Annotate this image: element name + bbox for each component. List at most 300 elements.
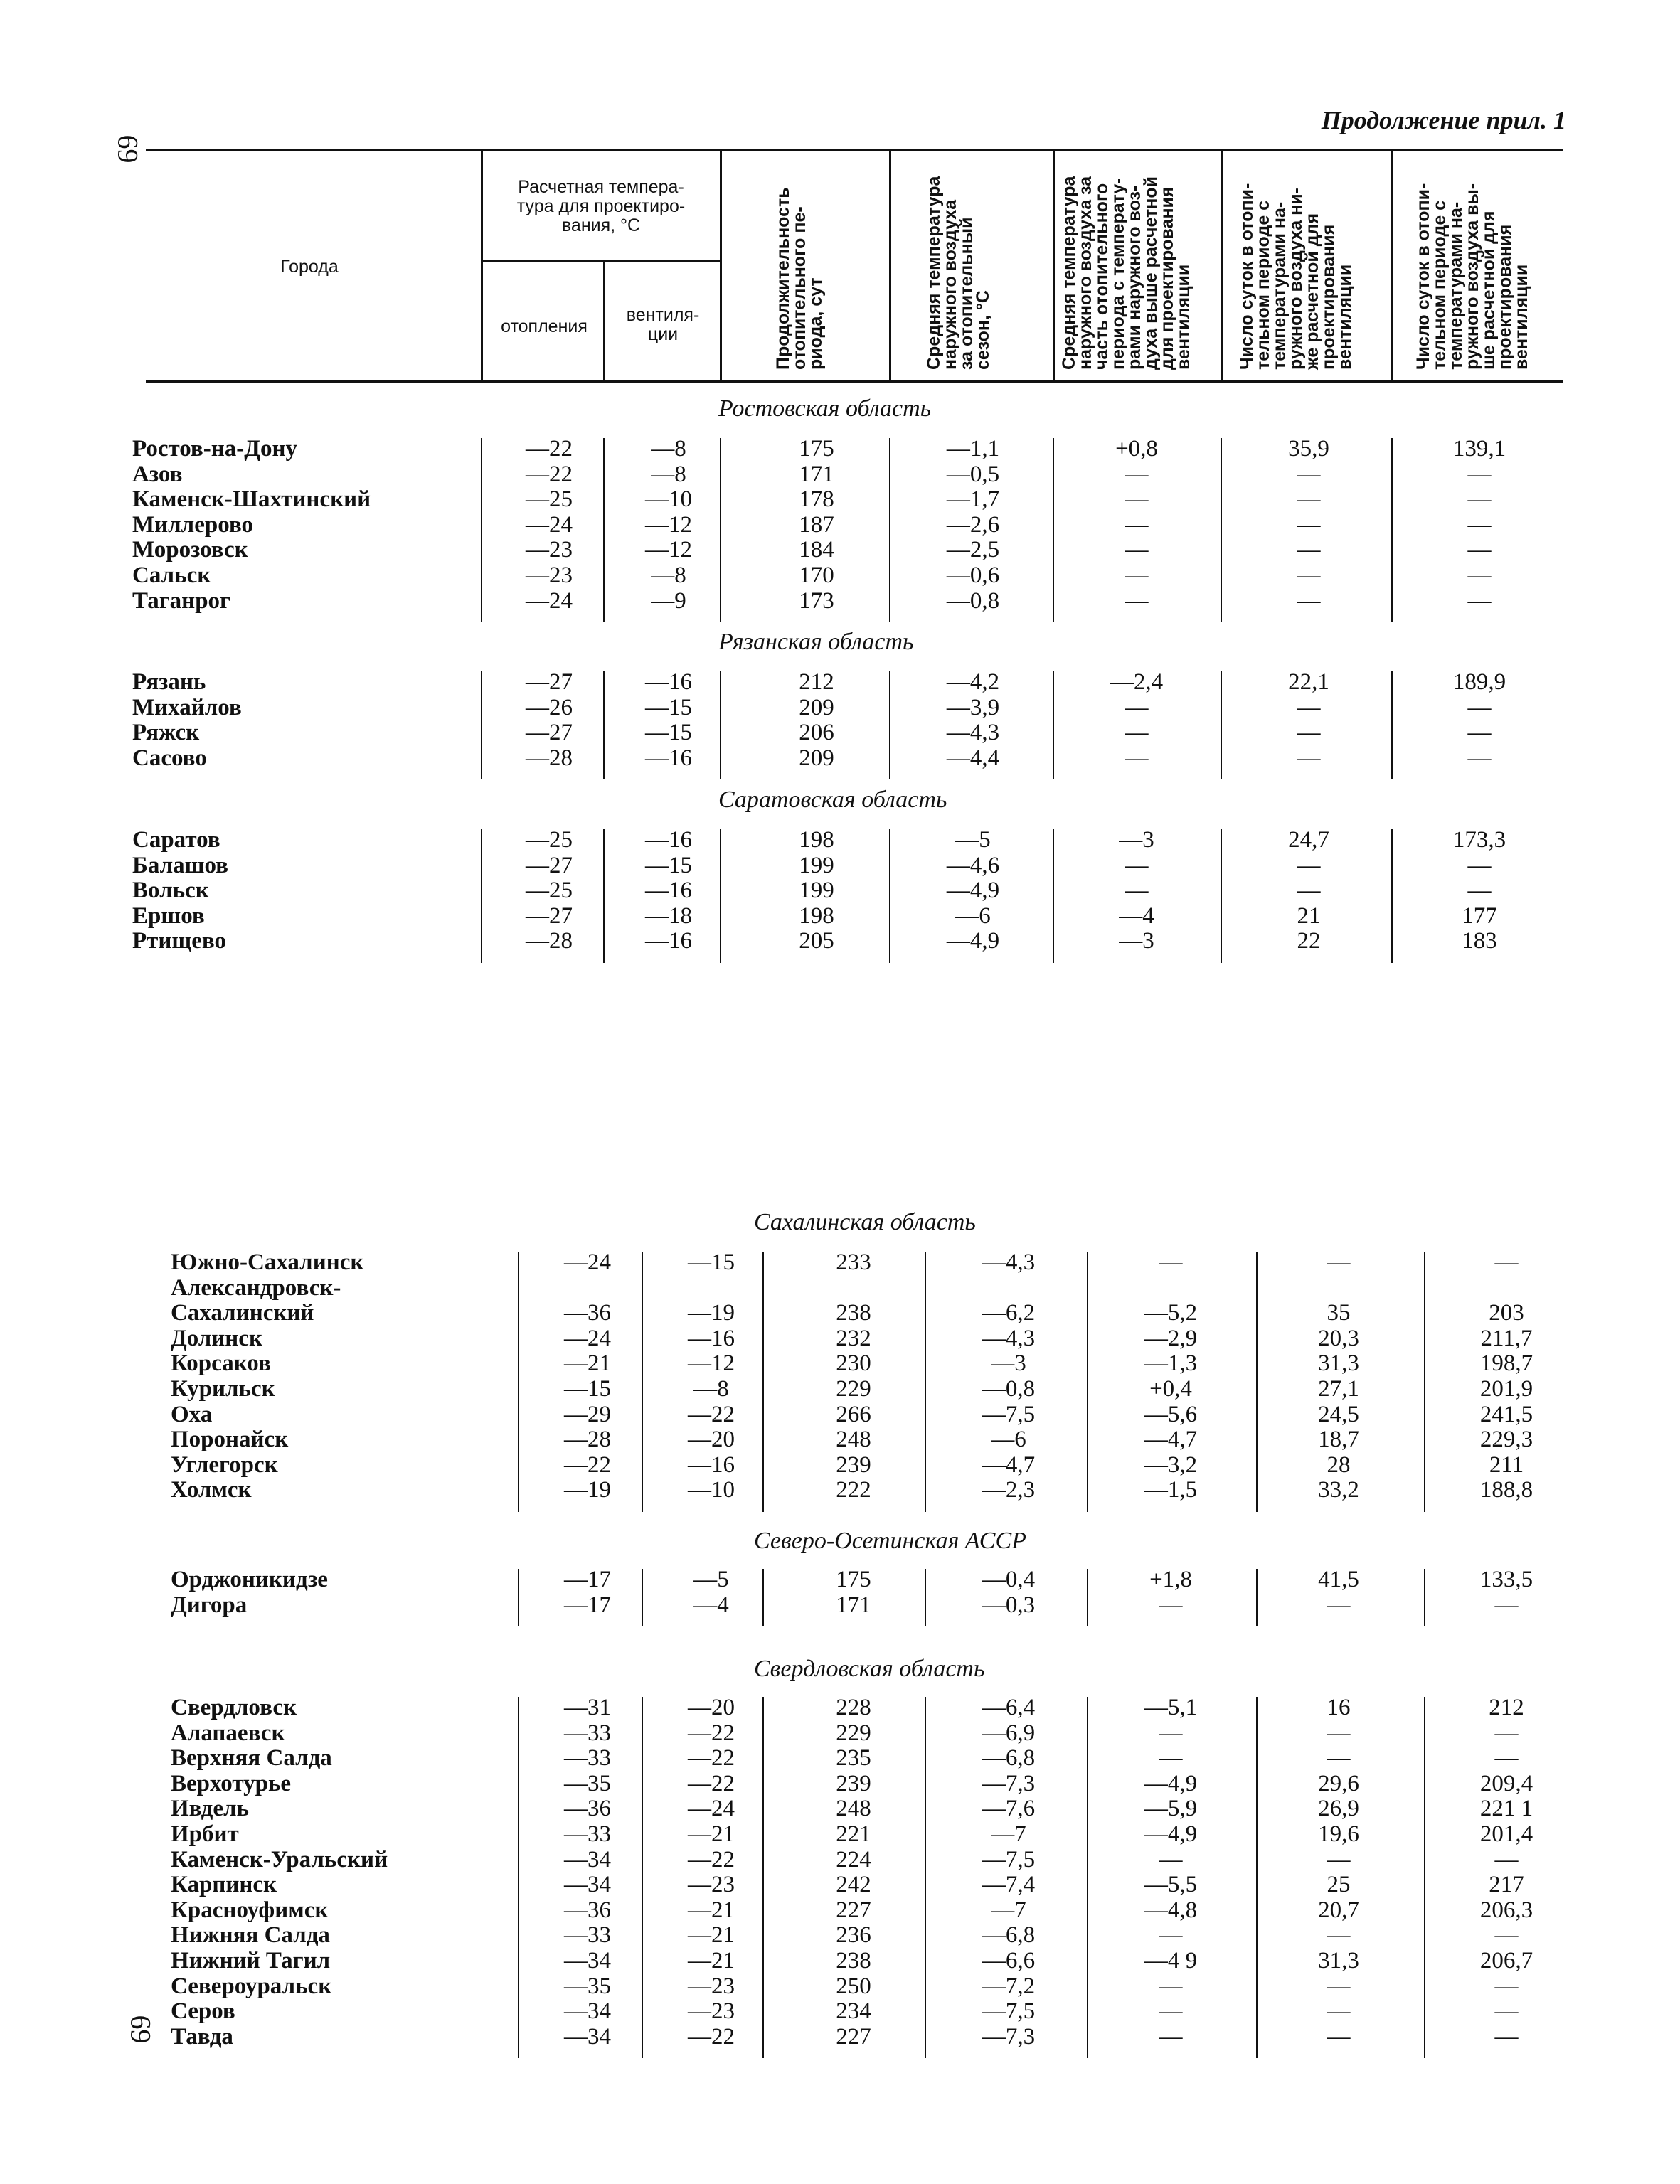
city-name: Карпинск [171, 1872, 277, 1898]
table-cell: —4,3 [982, 1325, 1036, 1351]
city-name: Поронайск [171, 1427, 289, 1453]
table-cell: 139,1 [1452, 436, 1506, 462]
section-title: Ростовская область [718, 395, 932, 422]
table-cell: —7,6 [982, 1796, 1036, 1822]
table-cell: 234 [836, 1998, 871, 2025]
table-cell: — [1494, 2023, 1519, 2050]
table-cell: 175 [799, 436, 834, 462]
table-cell: —25 [526, 486, 573, 513]
table-cell: —4,9 [946, 928, 1000, 954]
table-cell: —21 [688, 1922, 735, 1949]
table-cell: 31,3 [1318, 1948, 1359, 1973]
table-cell: —23 [526, 537, 573, 563]
table-cell: —6,2 [982, 1300, 1036, 1326]
header-top-rule [146, 149, 1563, 151]
column-divider [889, 829, 890, 963]
city-name: Александровск- [171, 1274, 341, 1301]
section-title: Рязанская область [718, 629, 914, 655]
table-cell: —22 [688, 1770, 735, 1796]
table-cell: — [1297, 537, 1321, 563]
table-cell: —21 [688, 1948, 735, 1973]
table-cell: — [1125, 537, 1149, 563]
table-cell: 230 [836, 1351, 871, 1377]
table-cell: —1,5 [1144, 1477, 1198, 1503]
table-cell: —6 [991, 1427, 1026, 1453]
column-divider [889, 671, 890, 779]
table-cell: — [1125, 461, 1149, 487]
header-ventilation: вентиля- ции [626, 305, 700, 344]
table-cell: 16 [1327, 1695, 1351, 1720]
table-cell: —28 [564, 1427, 611, 1453]
table-cell: 198 [799, 902, 834, 929]
table-cell: — [1467, 852, 1492, 878]
table-cell: 232 [836, 1325, 871, 1351]
section-title: Саратовская область [718, 787, 947, 813]
column-divider [1256, 1697, 1258, 2058]
table-cell: — [1159, 1998, 1183, 2025]
table-cell: 188,8 [1479, 1477, 1533, 1503]
city-name: Балашов [132, 852, 228, 878]
column-divider [1053, 438, 1054, 622]
table-cell: —36 [564, 1897, 611, 1923]
header-days-above: Число суток в отопи- тельном периоде с температурами на- ружного воздуха вы- ше расчетной для проектирования вентиляции [1413, 183, 1531, 370]
table-cell: 20,3 [1318, 1325, 1359, 1351]
table-cell: 227 [836, 2023, 871, 2050]
table-cell: 221 [836, 1821, 871, 1847]
header-bottom-rule [146, 380, 1563, 383]
city-name: Холмск [171, 1477, 252, 1503]
city-name: Углегорск [171, 1451, 278, 1478]
table-cell: —19 [564, 1477, 611, 1503]
header-col-divider [1391, 151, 1393, 380]
table-cell: —27 [526, 720, 573, 746]
table-cell: —10 [688, 1477, 735, 1503]
table-cell: 189,9 [1452, 669, 1506, 695]
table-cell: — [1467, 745, 1492, 771]
column-divider [1053, 829, 1054, 963]
city-name: Курильск [171, 1376, 275, 1402]
city-name: Ирбит [171, 1821, 239, 1847]
table-cell: —6,4 [982, 1695, 1036, 1720]
table-cell: —22 [688, 1720, 735, 1746]
table-cell: —22 [688, 2023, 735, 2050]
table-cell: — [1297, 878, 1321, 904]
table-cell: 33,2 [1318, 1477, 1359, 1503]
table-cell: 171 [799, 461, 834, 487]
table-cell: — [1125, 720, 1149, 746]
table-cell: 22,1 [1288, 669, 1329, 695]
table-cell: —0,6 [946, 563, 1000, 588]
table-cell: —5,9 [1144, 1796, 1198, 1822]
table-cell: 203 [1489, 1300, 1524, 1326]
table-cell: —25 [526, 878, 573, 904]
table-cell: 239 [836, 1451, 871, 1478]
table-cell: —34 [564, 1872, 611, 1898]
table-cell: —2,3 [982, 1477, 1036, 1503]
table-cell: 198,7 [1479, 1351, 1533, 1377]
table-cell: — [1494, 1973, 1519, 1999]
table-cell: — [1494, 1592, 1519, 1618]
table-cell: —5,2 [1144, 1300, 1198, 1326]
table-cell: 29,6 [1318, 1770, 1359, 1796]
header-heating: отопления [501, 316, 588, 336]
table-cell: 199 [799, 852, 834, 878]
table-cell: — [1327, 1998, 1351, 2025]
city-name: Сахалинский [171, 1300, 314, 1326]
table-cell: —23 [526, 563, 573, 588]
table-cell: —34 [564, 1998, 611, 2025]
table-cell: —6,8 [982, 1745, 1036, 1772]
table-cell: —3,9 [946, 694, 1000, 720]
table-cell: 248 [836, 1796, 871, 1822]
table-cell: —4 [1119, 902, 1154, 929]
table-cell: — [1327, 2023, 1351, 2050]
table-cell: 198 [799, 827, 834, 853]
table-cell: —0,8 [982, 1376, 1036, 1402]
city-name: Орджоникидзе [171, 1567, 328, 1592]
table-cell: 31,3 [1318, 1351, 1359, 1377]
table-cell: —15 [564, 1376, 611, 1402]
table-cell: — [1125, 694, 1149, 720]
table-cell: — [1467, 563, 1492, 588]
city-name: Тавда [171, 2023, 233, 2050]
table-cell: 25 [1327, 1872, 1351, 1898]
table-cell: —8 [693, 1376, 729, 1402]
table-cell: —3 [991, 1351, 1026, 1377]
table-cell: —27 [526, 902, 573, 929]
table-cell: —1,3 [1144, 1351, 1198, 1377]
city-name: Южно-Сахалинск [171, 1250, 364, 1275]
table-cell: —35 [564, 1973, 611, 1999]
city-name: Свердловск [171, 1695, 297, 1720]
table-cell: 206,3 [1479, 1897, 1533, 1923]
table-cell: —4,6 [946, 852, 1000, 878]
table-cell: — [1327, 1745, 1351, 1772]
table-cell: —22 [688, 1846, 735, 1873]
table-cell: 221 1 [1479, 1796, 1533, 1822]
table-cell: —0,5 [946, 461, 1000, 487]
table-cell: —6,9 [982, 1720, 1036, 1746]
table-cell: —4,2 [946, 669, 1000, 695]
table-cell: —35 [564, 1770, 611, 1796]
header-duration: Продолжительность отопительного пе- риода, сут [773, 187, 826, 370]
table-cell: —0,8 [946, 587, 1000, 614]
table-cell: 206 [799, 720, 834, 746]
table-cell: —4,8 [1144, 1897, 1198, 1923]
table-cell: — [1327, 1973, 1351, 1999]
table-cell: 18,7 [1318, 1427, 1359, 1453]
table-cell: 266 [836, 1401, 871, 1427]
table-cell: 28 [1327, 1451, 1351, 1478]
table-cell: 177 [1462, 902, 1497, 929]
table-cell: 24,7 [1288, 827, 1329, 853]
table-cell: —25 [526, 827, 573, 853]
table-cell: —36 [564, 1300, 611, 1326]
table-cell: 175 [836, 1567, 871, 1592]
column-divider [1221, 438, 1222, 622]
table-cell: —12 [688, 1351, 735, 1377]
table-cell: —33 [564, 1745, 611, 1772]
table-cell: —23 [688, 1998, 735, 2025]
table-cell: — [1297, 720, 1321, 746]
column-divider [1087, 1569, 1088, 1626]
header-avg-temp-above: Средняя температура наружного воздуха за часть отопительного периода с температу- рами наружного воз- духа выше расчетной для проектирования вентиляции [1059, 176, 1193, 370]
table-cell: 133,5 [1479, 1567, 1533, 1592]
table-cell: —7,3 [982, 2023, 1036, 2050]
table-cell: —5,1 [1144, 1695, 1198, 1720]
table-cell: —5 [955, 827, 991, 853]
city-name: Азов [132, 461, 183, 487]
header-col-divider [603, 262, 605, 380]
table-cell: 27,1 [1318, 1376, 1359, 1402]
table-cell: — [1125, 486, 1149, 513]
table-cell: —7 [991, 1897, 1026, 1923]
city-name: Таганрог [132, 587, 231, 614]
table-cell: —21 [564, 1351, 611, 1377]
table-cell: 217 [1489, 1872, 1524, 1898]
table-cell: 24,5 [1318, 1401, 1359, 1427]
table-cell: 184 [799, 537, 834, 563]
column-divider [1424, 1697, 1425, 2058]
table-cell: 239 [836, 1770, 871, 1796]
table-cell: —2,6 [946, 511, 1000, 538]
table-cell: — [1327, 1592, 1351, 1618]
table-cell: —4 [693, 1592, 729, 1618]
table-cell: — [1494, 1250, 1519, 1275]
city-name: Дигора [171, 1592, 248, 1618]
table-cell: —7,3 [982, 1770, 1036, 1796]
table-cell: —23 [688, 1973, 735, 1999]
city-name: Каменск-Шахтинский [132, 486, 371, 513]
table-cell: —1,7 [946, 486, 1000, 513]
table-cell: — [1297, 461, 1321, 487]
page-number-top: 69 [112, 134, 144, 164]
table-cell: —7,5 [982, 1401, 1036, 1427]
table-cell: —1,1 [946, 436, 1000, 462]
city-name: Михайлов [132, 694, 242, 720]
city-name: Корсаков [171, 1351, 271, 1377]
column-divider [1087, 1697, 1088, 2058]
table-cell: 199 [799, 878, 834, 904]
table-cell: 211,7 [1480, 1325, 1533, 1351]
table-cell: — [1494, 1745, 1519, 1772]
table-cell: 170 [799, 563, 834, 588]
table-cell: —7,4 [982, 1872, 1036, 1898]
table-cell: — [1159, 1250, 1183, 1275]
table-cell: — [1467, 587, 1492, 614]
table-cell: —0,3 [982, 1592, 1036, 1618]
table-cell: — [1467, 461, 1492, 487]
city-name: Серов [171, 1998, 235, 2025]
table-cell: —3 [1119, 827, 1154, 853]
column-divider [925, 1697, 926, 2058]
table-cell: 238 [836, 1300, 871, 1326]
section-title: Северо-Осетинская АССР [754, 1528, 1026, 1554]
continuation-label: Продолжение прил. 1 [1321, 106, 1566, 134]
table-cell: — [1467, 511, 1492, 538]
table-cell: —10 [645, 486, 692, 513]
table-cell: —5,6 [1144, 1401, 1198, 1427]
column-divider [889, 438, 890, 622]
table-cell: 209 [799, 694, 834, 720]
table-cell: —6,6 [982, 1948, 1036, 1973]
table-cell: —4,9 [1144, 1821, 1198, 1847]
table-cell: —15 [688, 1250, 735, 1275]
city-name: Североуральск [171, 1973, 332, 1999]
header-col-divider [481, 151, 483, 380]
header-cities: Города [280, 257, 339, 277]
table-cell: 41,5 [1318, 1567, 1359, 1592]
table-cell: 171 [836, 1592, 871, 1618]
city-name: Долинск [171, 1325, 262, 1351]
table-cell: —36 [564, 1796, 611, 1822]
table-cell: —2,4 [1110, 669, 1164, 695]
table-cell: —24 [526, 511, 573, 538]
table-cell: —15 [645, 694, 692, 720]
table-cell: 209 [799, 745, 834, 771]
table-cell: —34 [564, 1846, 611, 1873]
table-cell: 212 [1489, 1695, 1524, 1720]
table-cell: —4,9 [1144, 1770, 1198, 1796]
table-cell: —22 [526, 461, 573, 487]
column-divider [1221, 671, 1222, 779]
column-divider [1256, 1569, 1258, 1626]
table-cell: 183 [1462, 928, 1497, 954]
table-cell: 229 [836, 1376, 871, 1402]
table-cell: — [1467, 486, 1492, 513]
table-cell: — [1297, 511, 1321, 538]
city-name: Красноуфимск [171, 1897, 329, 1923]
table-cell: —4,9 [946, 878, 1000, 904]
table-cell: —7 [991, 1821, 1026, 1847]
table-cell: —17 [564, 1567, 611, 1592]
table-cell: — [1327, 1720, 1351, 1746]
table-cell: — [1494, 1922, 1519, 1949]
table-cell: 227 [836, 1897, 871, 1923]
table-cell: — [1327, 1922, 1351, 1949]
table-cell: 173 [799, 587, 834, 614]
table-cell: 205 [799, 928, 834, 954]
table-cell: — [1125, 745, 1149, 771]
table-cell: —5 [693, 1567, 729, 1592]
table-cell: 229 [836, 1720, 871, 1746]
table-cell: 212 [799, 669, 834, 695]
header-col-divider [1221, 151, 1223, 380]
table-cell: — [1297, 852, 1321, 878]
column-divider [1391, 438, 1393, 622]
table-cell: —33 [564, 1821, 611, 1847]
table-cell: —16 [688, 1325, 735, 1351]
table-cell: —34 [564, 1948, 611, 1973]
table-cell: — [1467, 720, 1492, 746]
table-cell: 250 [836, 1973, 871, 1999]
table-cell: —16 [645, 928, 692, 954]
table-cell: 229,3 [1479, 1427, 1533, 1453]
table-cell: —4,7 [1144, 1427, 1198, 1453]
header-days-below: Число суток в отопи- тельном периоде с температурами на- ружного воздуха ни- же расчетной для проектирования вентиляции [1237, 183, 1355, 370]
table-cell: —15 [645, 720, 692, 746]
table-cell: —3,2 [1144, 1451, 1198, 1478]
table-cell: 238 [836, 1948, 871, 1973]
city-name: Миллерово [132, 511, 253, 538]
table-cell: —6 [955, 902, 991, 929]
table-cell: 206,7 [1479, 1948, 1533, 1973]
table-cell: —18 [645, 902, 692, 929]
table-cell: —27 [526, 669, 573, 695]
city-name: Нижняя Салда [171, 1922, 330, 1949]
table-cell: —34 [564, 2023, 611, 2050]
table-cell: — [1467, 537, 1492, 563]
table-cell: 201,4 [1479, 1821, 1533, 1847]
table-cell: — [1125, 563, 1149, 588]
table-cell: 224 [836, 1846, 871, 1873]
table-cell: — [1494, 1846, 1519, 1873]
column-divider [1221, 829, 1222, 963]
table-cell: 209,4 [1479, 1770, 1533, 1796]
table-cell: —12 [645, 511, 692, 538]
table-cell: —8 [651, 563, 686, 588]
table-cell: — [1327, 1846, 1351, 1873]
city-name: Оха [171, 1401, 213, 1427]
table-cell: —24 [564, 1250, 611, 1275]
table-cell: — [1159, 1973, 1183, 1999]
header-design-temp: Расчетная темпера- тура для проектиро- вания, °C [516, 177, 686, 235]
table-cell: +0,8 [1115, 436, 1158, 462]
table-cell: — [1297, 563, 1321, 588]
city-name: Верхотурье [171, 1770, 292, 1796]
table-cell: —22 [688, 1401, 735, 1427]
table-cell: — [1297, 587, 1321, 614]
table-cell: 35,9 [1288, 436, 1329, 462]
table-cell: — [1125, 852, 1149, 878]
city-name: Саратов [132, 827, 220, 853]
table-cell: 22 [1297, 928, 1321, 954]
table-cell: —20 [688, 1695, 735, 1720]
column-divider [1424, 1252, 1425, 1512]
city-name: Нижний Тагил [171, 1948, 331, 1973]
header-subrule [482, 260, 720, 262]
table-cell: —24 [526, 587, 573, 614]
table-cell: —7,2 [982, 1973, 1036, 1999]
table-cell: —0,4 [982, 1567, 1036, 1592]
city-name: Сасово [132, 745, 207, 771]
table-cell: — [1125, 878, 1149, 904]
city-name: Ростов-на-Дону [132, 436, 297, 462]
table-cell: —4 9 [1144, 1948, 1198, 1973]
table-cell: 233 [836, 1250, 871, 1275]
column-divider [1424, 1569, 1425, 1626]
table-cell: —22 [688, 1745, 735, 1772]
table-cell: 26,9 [1318, 1796, 1359, 1822]
table-cell: —28 [526, 745, 573, 771]
table-cell: —16 [645, 745, 692, 771]
header-col-divider [1053, 151, 1055, 380]
table-cell: 235 [836, 1745, 871, 1772]
city-name: Морозовск [132, 537, 248, 563]
table-cell: —24 [688, 1796, 735, 1822]
header-col-divider [720, 151, 722, 380]
table-cell: 201,9 [1479, 1376, 1533, 1402]
city-name: Ряжск [132, 720, 200, 746]
table-cell: — [1159, 2023, 1183, 2050]
city-name: Сальск [132, 563, 211, 588]
table-cell: —15 [645, 852, 692, 878]
table-cell: 20,7 [1318, 1897, 1359, 1923]
table-cell: — [1467, 694, 1492, 720]
column-divider [925, 1252, 926, 1512]
table-cell: 187 [799, 511, 834, 538]
table-cell: — [1125, 511, 1149, 538]
